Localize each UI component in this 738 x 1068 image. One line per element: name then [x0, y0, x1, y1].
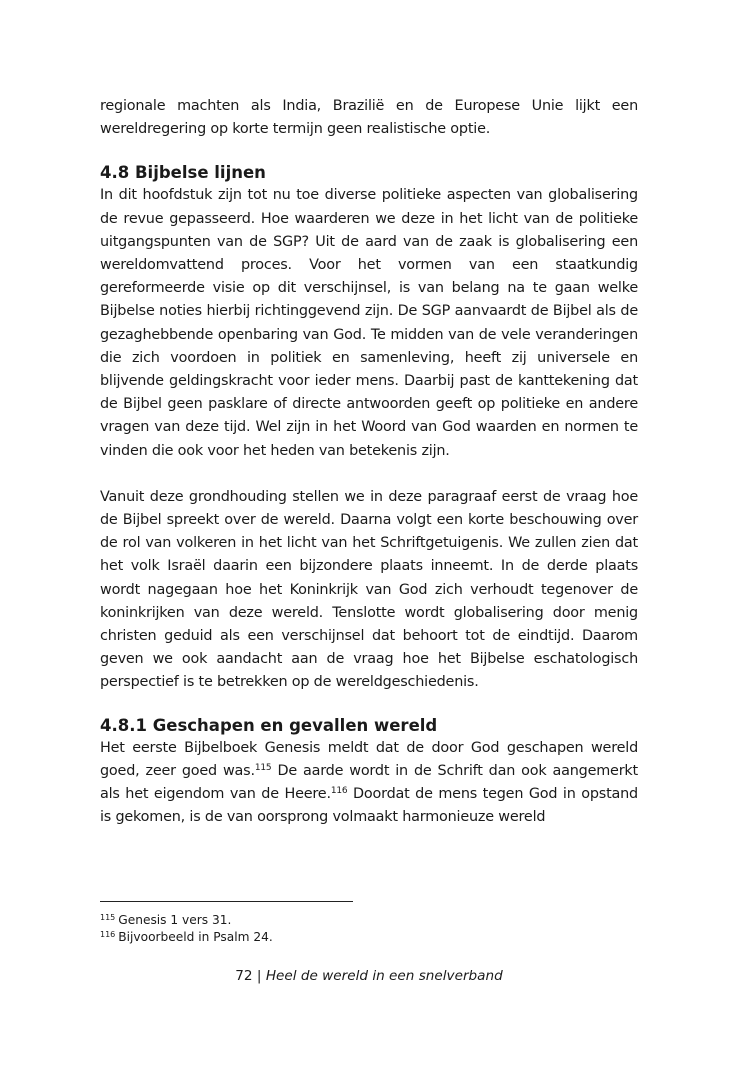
paragraph-3	[100, 737, 638, 830]
footnote-116	[100, 929, 638, 946]
subsection-heading: 4.8.1 Geschapen en gevallen wereld	[100, 715, 438, 735]
page-footer	[0, 966, 738, 986]
running-title: Heel de wereld in een snelverband	[265, 968, 503, 984]
paragraph-3-text-2: De aarde wordt in de Schrift dan ook aangemerkt als het eigendom van de Heere.	[100, 762, 638, 803]
footnote-number: 115	[100, 913, 116, 922]
footnote-ref-115[interactable]: 115	[254, 762, 272, 773]
footnote-text: Genesis 1 vers 31.	[118, 913, 232, 927]
paragraph-1: In dit hoofdstuk zijn tot nu toe diverse politieke aspecten van globalisering de revue gepasseerd. Hoe waarderen we deze in het licht van de politieke uitgangspunten van de SGP? Uit de aard van de zaak is globalisering een wereldomvattend proces. Voor het vormen van een staatkundig gereformeerde visie op dit verschijnsel, is van belang na te gaan welke Bijbelse noties hierbij richtinggevend zijn. De SGP aanvaardt de Bijbel als de gezaghebbende openbaring van God. Te midden van de vele veranderingen die zich voordoen in politiek en samenleving, heeft zij universele en blijvende geldingskracht voor ieder mens. Daarbij past de kanttekening dat de Bijbel geen pasklare of directe antwoorden geeft op politieke en andere vragen van deze tijd. Wel zijn in het Woord van God waarden en normen te vinden die ook voor het heden van betekenis zijn.	[100, 187, 638, 459]
intro-paragraph: regionale machten als India, Brazilië en de Europese Unie lijkt een wereldregering op korte termijn geen realistische optie.	[100, 98, 638, 138]
footnote-number: 116	[100, 930, 116, 939]
paragraph-2: Vanuit deze grondhouding stellen we in deze paragraaf eerst de vraag hoe de Bijbel spreekt over de wereld. Daarna volgt een korte beschouwing over de rol van volkeren in het licht van het Schriftgetuigenis. We zullen zien dat het volk Israël daarin een bijzondere plaats inneemt. In de derde plaats wordt nagegaan hoe het Koninkrijk van God zich verhoudt tegenover de koninkrijken van deze wereld. Tenslotte wordt globalisering door menig christen geduid als een verschijnsel dat behoort tot de eindtijd. Daarom geven we ook aandacht aan de vraag hoe het Bijbelse eschatologisch perspectief is te betrekken op de wereldgeschiedenis.	[100, 488, 638, 691]
footnote-115	[100, 912, 638, 929]
paragraph-3-text-3: Doordat de mens tegen God in opstand is gekomen, is de van oorsprong volmaakt harmonieuze wereld	[100, 786, 638, 826]
footnote-ref-116[interactable]: 116	[330, 786, 348, 797]
section-heading: 4.8 Bijbelse lijnen	[100, 163, 266, 183]
footnote-text: Bijvoorbeeld in Psalm 24.	[118, 930, 273, 944]
page-number: 72	[235, 968, 253, 984]
footnotes	[100, 912, 638, 946]
footer-separator: |	[256, 968, 262, 984]
paragraph-3-text-1: Het eerste Bijbelboek Genesis meldt dat de door God geschapen wereld goed, zeer goed was.	[100, 739, 638, 779]
page-body	[100, 95, 638, 829]
footnote-divider	[100, 901, 353, 902]
